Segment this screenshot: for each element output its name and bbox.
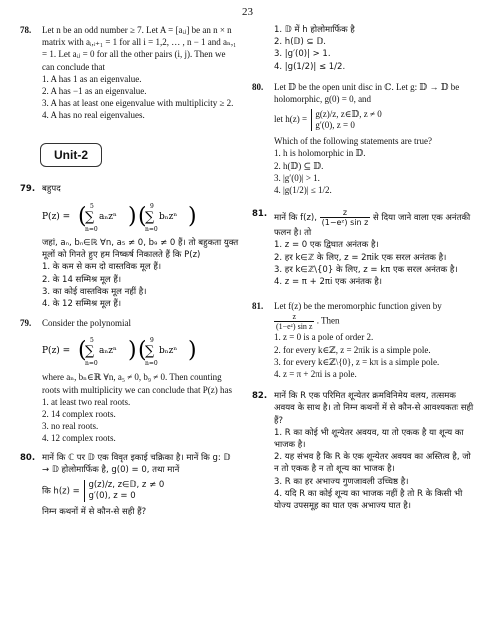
option-3: 3. |g′(0)| > 1.: [274, 49, 331, 60]
case-1: g(z)/z, z∈𝔻, z ≠ 0: [88, 480, 165, 491]
equation-lhs: P(z) =: [42, 212, 71, 223]
option-2: 2. for every k∈ℤ, z = 2πik is a simple pole.: [274, 344, 431, 355]
page-number: 23: [242, 6, 253, 18]
option-1: 1. at least two real roots.: [42, 396, 131, 407]
fraction-numerator: z: [274, 312, 314, 322]
stem-post: . Then: [316, 316, 340, 327]
option-3: 3. का कोई वास्तविक मूल नहीं है।: [42, 286, 147, 297]
question-intro: Consider the polynomial: [42, 318, 131, 329]
option-2: 2. यह संभव है कि R के एक शून्येतर अवयव का अस्तित्व है, जो न तो एकक है न तो शून्य का भाजक है।: [274, 452, 471, 475]
paren-close-2: ): [188, 338, 197, 364]
question-number: 80.: [252, 81, 264, 92]
question-80-english: [252, 81, 478, 196]
equation-lhs: P(z) =: [42, 346, 71, 357]
h-lhs: let h(z) =: [274, 114, 308, 125]
fraction: [320, 208, 371, 227]
case-1: g(z)/z, z∈𝔻, z ≠ 0: [315, 109, 382, 120]
polynomial-formula: [42, 333, 232, 367]
sum2-lower: n=0: [145, 360, 158, 368]
option-4: 4. |g(1/2)| ≤ 1/2.: [274, 185, 332, 196]
option-list: [274, 239, 478, 288]
piecewise-cases: [311, 109, 381, 131]
option-list: [274, 147, 478, 196]
option-list: [42, 396, 240, 445]
fraction-denominator: (1−eᶻ) sin z: [276, 322, 313, 332]
stem-pre: मानें कि f(z),: [274, 213, 317, 224]
question-stem: [274, 300, 478, 331]
question-tail: Which of the following statements are true?: [274, 136, 432, 147]
question-number: 81.: [252, 209, 268, 220]
option-list: [42, 73, 240, 122]
option-4: 4. |g(1/2)| ≤ 1/2.: [274, 61, 346, 72]
left-column: [20, 24, 240, 525]
sum1-sigma: ∑: [85, 344, 95, 360]
stem-post: से दिया जाने वाला एक अनंतकी फलन है। तो: [274, 213, 471, 239]
sum1-upper: 5: [90, 337, 94, 345]
h-definition: [42, 480, 240, 502]
option-1: 1. R का कोई भी शून्येतर अवयव, या तो एकक है या शून्य का भाजक है।: [274, 427, 464, 451]
case-2: g′(0), z = 0: [315, 120, 355, 131]
option-3: 3. for every k∈ℤ\{0}, z = kπ is a simple pole.: [274, 356, 440, 367]
question-82-hindi: [252, 390, 478, 512]
h-lhs: कि h(z) =: [42, 486, 80, 497]
piecewise-cases: [84, 480, 164, 502]
polynomial-equation: [42, 199, 240, 233]
option-1: 1. z = 0 एक द्विघात अनंतक है।: [274, 240, 379, 251]
question-number: 82.: [252, 391, 268, 402]
sum1-sigma: ∑: [85, 210, 95, 226]
sum2-term: bₙzⁿ: [159, 346, 178, 357]
option-1: 1. के कम से कम दो वास्तविक मूल हैं।: [42, 262, 162, 273]
option-3: 3. no real roots.: [42, 421, 99, 432]
question-81-hindi: [252, 208, 478, 288]
option-4: 4. के 12 सम्मिश्र मूल हैं।: [42, 299, 122, 310]
option-list: [274, 331, 478, 380]
sum2-term: bₙzⁿ: [159, 212, 178, 223]
right-column: [252, 24, 478, 519]
sum1-lower: n=0: [85, 360, 98, 368]
paren-open-1: (: [78, 338, 87, 364]
option-2: 2. 14 complex roots.: [42, 409, 116, 420]
question-stem: मानें कि R एक परिमित शून्येतर क्रमविनिमेय वलय, तत्समक अवयव के साथ है। तो निम्न कथनों में से कौन-से आवश्यकतः सही हैं?: [274, 391, 474, 426]
option-list: [42, 261, 240, 310]
option-3: 3. A has at least one eigenvalue with multiplicity ≥ 2.: [42, 98, 234, 109]
sum2-sigma: ∑: [145, 344, 155, 360]
sum1-lower: n=0: [85, 226, 98, 234]
question-stem: Let 𝔻 be the open unit disc in ℂ. Let g: 𝔻 → 𝔻 be holomorphic, g(0) = 0, and: [274, 81, 460, 105]
question-number: 81.: [252, 301, 264, 312]
option-4: 4. यदि R का कोई शून्य का भाजक नहीं है तो R के किसी भी योज्य उपसमूह का घात एक अभाज्य घात है।: [274, 488, 463, 512]
question-78: [20, 24, 240, 122]
option-2: 2. h(𝔻) ⊆ 𝔻.: [274, 160, 324, 171]
option-4: 4. 12 complex roots.: [42, 433, 116, 444]
question-number: 78.: [20, 25, 32, 35]
stem-pre: Let f(z) be the meromorphic function given by: [274, 301, 442, 312]
option-1: 1. z = 0 is a pole of order 2.: [274, 332, 374, 343]
fraction-numerator: z: [320, 208, 371, 218]
h-definition: [274, 109, 478, 131]
question-number: 79.: [20, 318, 32, 329]
paren-open-1: (: [78, 204, 87, 230]
option-list: [274, 427, 478, 512]
option-1: 1. 𝔻 में h होलोमार्फिक है: [274, 25, 355, 35]
paren-close-2: ): [188, 204, 197, 230]
option-2: 2. h(𝔻) ⊆ 𝔻.: [274, 37, 326, 48]
fraction: [274, 312, 314, 331]
unit-label: Unit-2: [40, 143, 102, 167]
question-intro: बहुपद: [42, 183, 61, 194]
option-2: 2. A has −1 as an eigenvalue.: [42, 86, 147, 97]
paren-open-2: (: [138, 338, 147, 364]
question-79-english: [20, 317, 240, 444]
question-number: 80.: [20, 452, 36, 463]
question-79-hindi: [20, 183, 240, 310]
paren-close-1: ): [128, 204, 137, 230]
case-2: g′(0), z = 0: [88, 491, 136, 502]
sum2-upper: 9: [150, 337, 154, 345]
sum2-lower: n=0: [145, 226, 158, 234]
option-2: 2. हर k∈ℤ के लिए, z = 2πik एक सरल अनंतक है।: [274, 252, 447, 263]
option-3: 3. हर k∈ℤ\{0} के लिए, z = kπ एक सरल अनंतक है।: [274, 264, 458, 275]
question-number: 79.: [20, 183, 36, 194]
question-stem: [274, 208, 478, 239]
sum2-upper: 9: [150, 203, 154, 211]
question-stem: जहां, aₙ, bₙ∈ℝ ∀n, a₅ ≠ 0, b₉ ≠ 0 हैं। तो बहुकता युक्त मूलों को गिनते हुए हम निष्कर्ष निकालते हैं कि P(z): [42, 238, 239, 261]
sum1-term: aₙzⁿ: [99, 212, 117, 223]
polynomial-formula: [42, 199, 232, 233]
question-stem: where aₙ, bₙ∈ℝ ∀n, a₅ ≠ 0, b₉ ≠ 0. Then counting roots with multiplicity we can conclude that P(z) has: [42, 372, 232, 395]
fraction-denominator: (1−eᶻ) sin z: [321, 218, 369, 228]
option-1: 1. h is holomorphic in 𝔻.: [274, 148, 366, 159]
paren-close-1: ): [128, 338, 137, 364]
option-3: 3. |g′(0)| > 1.: [274, 172, 320, 183]
option-4: 4. z = π + 2πi एक अनंतक है।: [274, 277, 382, 288]
option-4: 4. A has no real eigenvalues.: [42, 110, 145, 121]
sum1-upper: 5: [90, 203, 94, 211]
sum1-term: aₙzⁿ: [99, 346, 117, 357]
option-4: 4. z = π + 2πi is a pole.: [274, 369, 357, 380]
question-80-hindi: [20, 452, 240, 519]
option-3: 3. R का हर अभाज्य गुणजावली उच्चिष्ठ है।: [274, 476, 409, 487]
question-stem: मानें कि ℂ पर 𝔻 एक विवृत इकाई चक्रिका है। मानें कि g: 𝔻 → 𝔻 होलोमार्फिक है, g(0) = 0, तथा मानें: [42, 452, 231, 475]
question-tail: निम्न कथनों में से कौन-से सही हैं?: [42, 507, 147, 518]
polynomial-equation: [42, 333, 240, 367]
paren-open-2: (: [138, 204, 147, 230]
option-2: 2. के 14 सम्मिश्र मूल हैं।: [42, 274, 122, 285]
question-81-english: [252, 300, 478, 380]
question-80-hindi-options: [256, 24, 478, 73]
question-stem: Let n be an odd number ≥ 7. Let A = [aᵢⱼ] be an n × n matrix with aᵢ,ᵢ₊₁ = 1 for all i = 1,2, … , n − 1 and aₙ,₁ = 1. Let aᵢⱼ = 0 for all the other pairs (i, j). Then we can conclude that: [42, 25, 237, 72]
option-1: 1. A has 1 as an eigenvalue.: [42, 73, 142, 84]
sum2-sigma: ∑: [145, 210, 155, 226]
